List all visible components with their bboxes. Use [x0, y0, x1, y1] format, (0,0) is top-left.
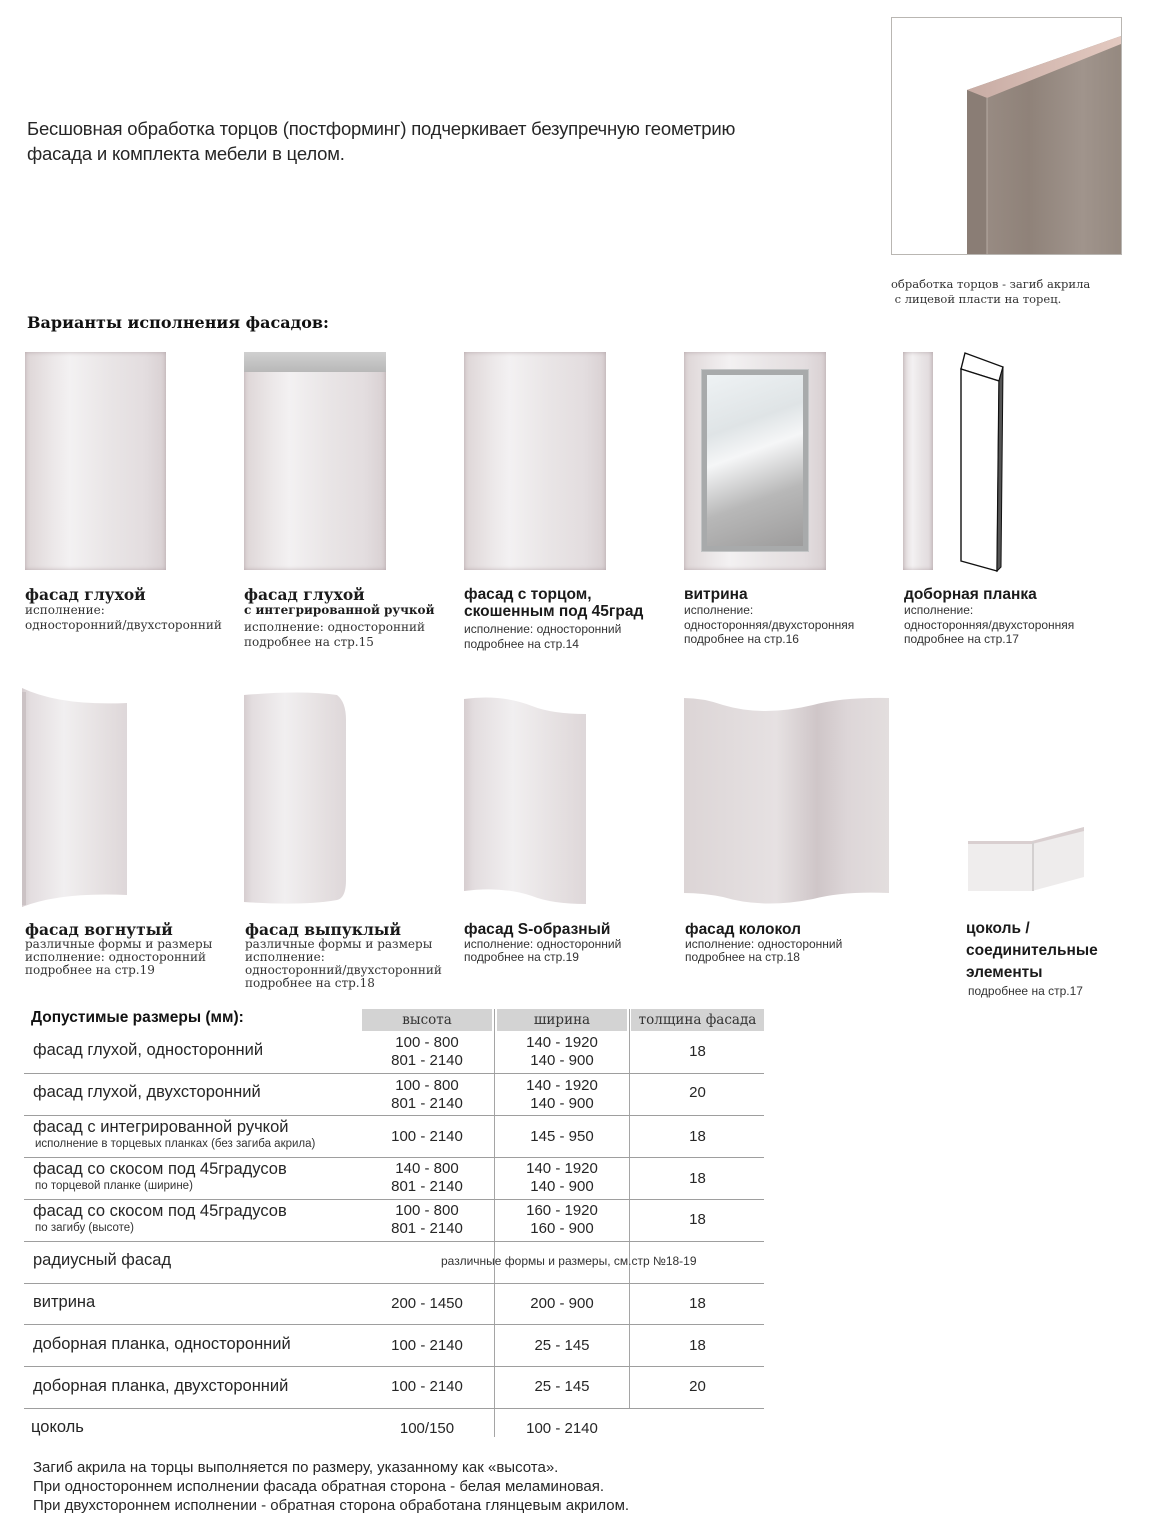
row-divider — [24, 1115, 764, 1116]
row-label: доборная планка, односторонний — [33, 1335, 291, 1353]
variant-detail: исполнение: — [684, 603, 754, 617]
row-divider — [24, 1199, 764, 1200]
width-cell: 140 - 1920 140 - 900 — [526, 1077, 598, 1112]
row-label: витрина — [33, 1293, 96, 1311]
height-cell: 100 - 800 801 - 2140 — [391, 1202, 463, 1237]
variant-bell — [685, 921, 895, 964]
row-sublabel: исполнение в торцевых планках (без загиба акрила) — [35, 1138, 316, 1150]
row-divider — [24, 1241, 764, 1242]
plinth-image — [966, 825, 1086, 893]
variant-detail: исполнение: односторонний — [464, 622, 622, 636]
filler-strip-image — [903, 352, 933, 570]
thickness-cell: 18 — [689, 1043, 706, 1060]
height-cell: 200 - 1450 — [391, 1295, 463, 1312]
variant-title: цоколь / — [966, 920, 1030, 937]
row-label: фасад глухой, двухсторонний — [33, 1083, 261, 1101]
variant-detail: односторонний/двухсторонний — [245, 963, 442, 977]
variant-detail: исполнение: односторонний — [464, 937, 622, 951]
thickness-cell: 18 — [689, 1337, 706, 1354]
row-note: различные формы и размеры, см.стр №18-19 — [441, 1254, 697, 1268]
width-cell: 200 - 900 — [530, 1295, 594, 1312]
row-label: цоколь — [31, 1418, 84, 1436]
thickness-cell: 18 — [689, 1295, 706, 1312]
row-label: радиусный фасад — [33, 1251, 172, 1269]
facade-solid-image — [25, 352, 166, 570]
variant-detail: подробнее на стр.15 — [244, 634, 374, 649]
row-divider — [24, 1366, 764, 1367]
facade-bevel-45-image — [464, 352, 606, 570]
footer-note: Загиб акрила на торцы выполняется по размеру, указанному как «высота». — [33, 1459, 559, 1476]
variant-filler-strip — [904, 586, 1124, 647]
thickness-cell: 20 — [689, 1378, 706, 1395]
row-sublabel: по загибу (высоте) — [35, 1222, 134, 1234]
width-cell: 160 - 1920 160 - 900 — [526, 1202, 598, 1237]
row-label: фасад со скосом под 45градусов — [33, 1160, 287, 1178]
footer-notes — [33, 1458, 629, 1515]
variant-detail: односторонняя/двухсторонняя — [684, 617, 855, 632]
variant-detail: исполнение: — [245, 950, 325, 964]
footer-note: При одностороннем исполнении фасада обратная сторона - белая меламиновая. — [33, 1478, 604, 1495]
variant-title: витрина — [684, 586, 748, 603]
row-divider — [24, 1073, 764, 1074]
variant-subtitle: с интегрированной ручкой — [244, 603, 435, 617]
variant-detail: исполнение: односторонний — [25, 950, 206, 964]
height-cell: 100 - 800 801 - 2140 — [391, 1077, 463, 1112]
intro-line-2: фасада и комплекта мебели в целом. — [27, 143, 345, 164]
variant-solid — [25, 586, 235, 632]
width-cell: 140 - 1920 140 - 900 — [526, 1034, 598, 1069]
variant-title: фасад с торцом, — [464, 586, 592, 603]
row-label: фасад со скосом под 45градусов — [33, 1202, 287, 1220]
variant-detail: подробнее на стр.16 — [684, 632, 799, 646]
width-cell: 25 - 145 — [534, 1337, 590, 1354]
column-divider — [629, 1009, 630, 1409]
variant-convex — [245, 921, 460, 990]
row-divider — [24, 1283, 764, 1284]
facade-integrated-handle-image — [244, 352, 386, 570]
height-cell: 100 - 2140 — [391, 1378, 463, 1395]
variant-detail: различные формы и размеры — [25, 937, 213, 951]
variant-detail: подробнее на стр.19 — [25, 963, 155, 977]
variant-detail: подробнее на стр.17 — [968, 984, 1083, 998]
showcase-glass — [707, 375, 803, 546]
row-label: доборная планка, двухсторонний — [33, 1377, 289, 1395]
thickness-cell: 18 — [689, 1128, 706, 1145]
sizes-table-title: Допустимые размеры (мм): — [31, 1009, 244, 1026]
variant-detail: подробнее на стр.18 — [245, 976, 375, 990]
thickness-cell: 20 — [689, 1084, 706, 1101]
variant-detail: подробнее на стр.17 — [904, 632, 1019, 646]
row-divider — [24, 1324, 764, 1325]
variant-detail: подробнее на стр.19 — [464, 950, 579, 964]
showcase-image — [684, 352, 826, 570]
photo-caption-line-1: обработка торцов - загиб акрила — [891, 277, 1091, 291]
variant-title: фасад колокол — [685, 921, 801, 938]
width-cell: 100 - 2140 — [526, 1420, 598, 1437]
facade-convex-image — [242, 690, 362, 906]
showcase-glass-frame — [701, 369, 809, 552]
height-cell: 100/150 — [399, 1420, 455, 1437]
variant-title: фасад глухой — [25, 585, 146, 604]
column-header-height: высота — [362, 1009, 492, 1031]
variant-concave — [25, 921, 235, 977]
facade-bell-image — [683, 695, 893, 905]
facade-concave-image — [20, 684, 155, 909]
row-divider — [24, 1408, 764, 1409]
variant-title: фасад S-образный — [464, 921, 611, 938]
variant-showcase — [684, 586, 894, 647]
integrated-handle-strip — [244, 352, 386, 372]
variant-title-line-2: соединительные — [966, 942, 1098, 959]
width-cell: 145 - 950 — [530, 1128, 594, 1145]
row-label: фасад глухой, односторонний — [33, 1041, 264, 1059]
variant-title: фасад выпуклый — [245, 920, 401, 939]
filler-strip-drawing — [955, 349, 1007, 573]
variant-detail: исполнение: односторонний — [244, 620, 425, 634]
variant-detail: исполнение: — [904, 603, 974, 617]
acrylic-edge-image — [892, 18, 1121, 254]
height-cell: 100 - 2140 — [391, 1337, 463, 1354]
variant-title: фасад глухой — [244, 585, 365, 604]
photo-caption-line-2: с лицевой пласти на торец. — [891, 292, 1062, 306]
thickness-cell: 18 — [689, 1170, 706, 1187]
variant-detail: подробнее на стр.14 — [464, 636, 579, 651]
variant-detail: подробнее на стр.18 — [685, 950, 800, 964]
width-cell: 25 - 145 — [534, 1378, 590, 1395]
column-header-width: ширина — [497, 1009, 627, 1031]
edge-processing-photo — [891, 17, 1122, 255]
footer-note: При двухстороннем исполнении - обратная сторона обработана глянцевым акрилом. — [33, 1497, 630, 1514]
variant-plinth — [966, 918, 1146, 999]
height-cell: 100 - 2140 — [391, 1128, 463, 1145]
width-cell: 140 - 1920 140 - 900 — [526, 1160, 598, 1195]
intro-text — [27, 116, 867, 166]
variant-title-line-2: скошенным под 45град — [464, 603, 644, 620]
variant-detail: исполнение: односторонний — [685, 937, 843, 951]
row-label: фасад с интегрированной ручкой — [33, 1118, 289, 1136]
variants-title: Варианты исполнения фасадов: — [27, 313, 329, 332]
height-cell: 100 - 800 801 - 2140 — [391, 1034, 463, 1069]
variant-detail: односторонняя/двухсторонняя — [904, 617, 1075, 632]
thickness-cell: 18 — [689, 1211, 706, 1228]
column-header-thickness: толщина фасада — [631, 1009, 764, 1031]
variant-detail: исполнение: — [25, 603, 105, 617]
variant-title: доборная планка — [904, 586, 1037, 603]
facade-s-shaped-image — [462, 696, 592, 906]
variant-title-line-3: элементы — [966, 964, 1043, 981]
row-sublabel: по торцевой планке (ширине) — [35, 1180, 193, 1192]
variant-detail: различные формы и размеры — [245, 937, 433, 951]
intro-line-1: Бесшовная обработка торцов (постформинг) подчеркивает безупречную геометрию — [27, 118, 736, 139]
variant-title: фасад вогнутый — [25, 920, 173, 939]
variant-bevel-45 — [464, 586, 682, 651]
row-divider — [24, 1157, 764, 1158]
variant-detail: односторонний/двухсторонний — [25, 617, 222, 632]
photo-caption — [891, 277, 1090, 307]
height-cell: 140 - 800 801 - 2140 — [391, 1160, 463, 1195]
variant-s-shaped — [464, 921, 674, 964]
variant-integrated-handle — [244, 586, 459, 649]
